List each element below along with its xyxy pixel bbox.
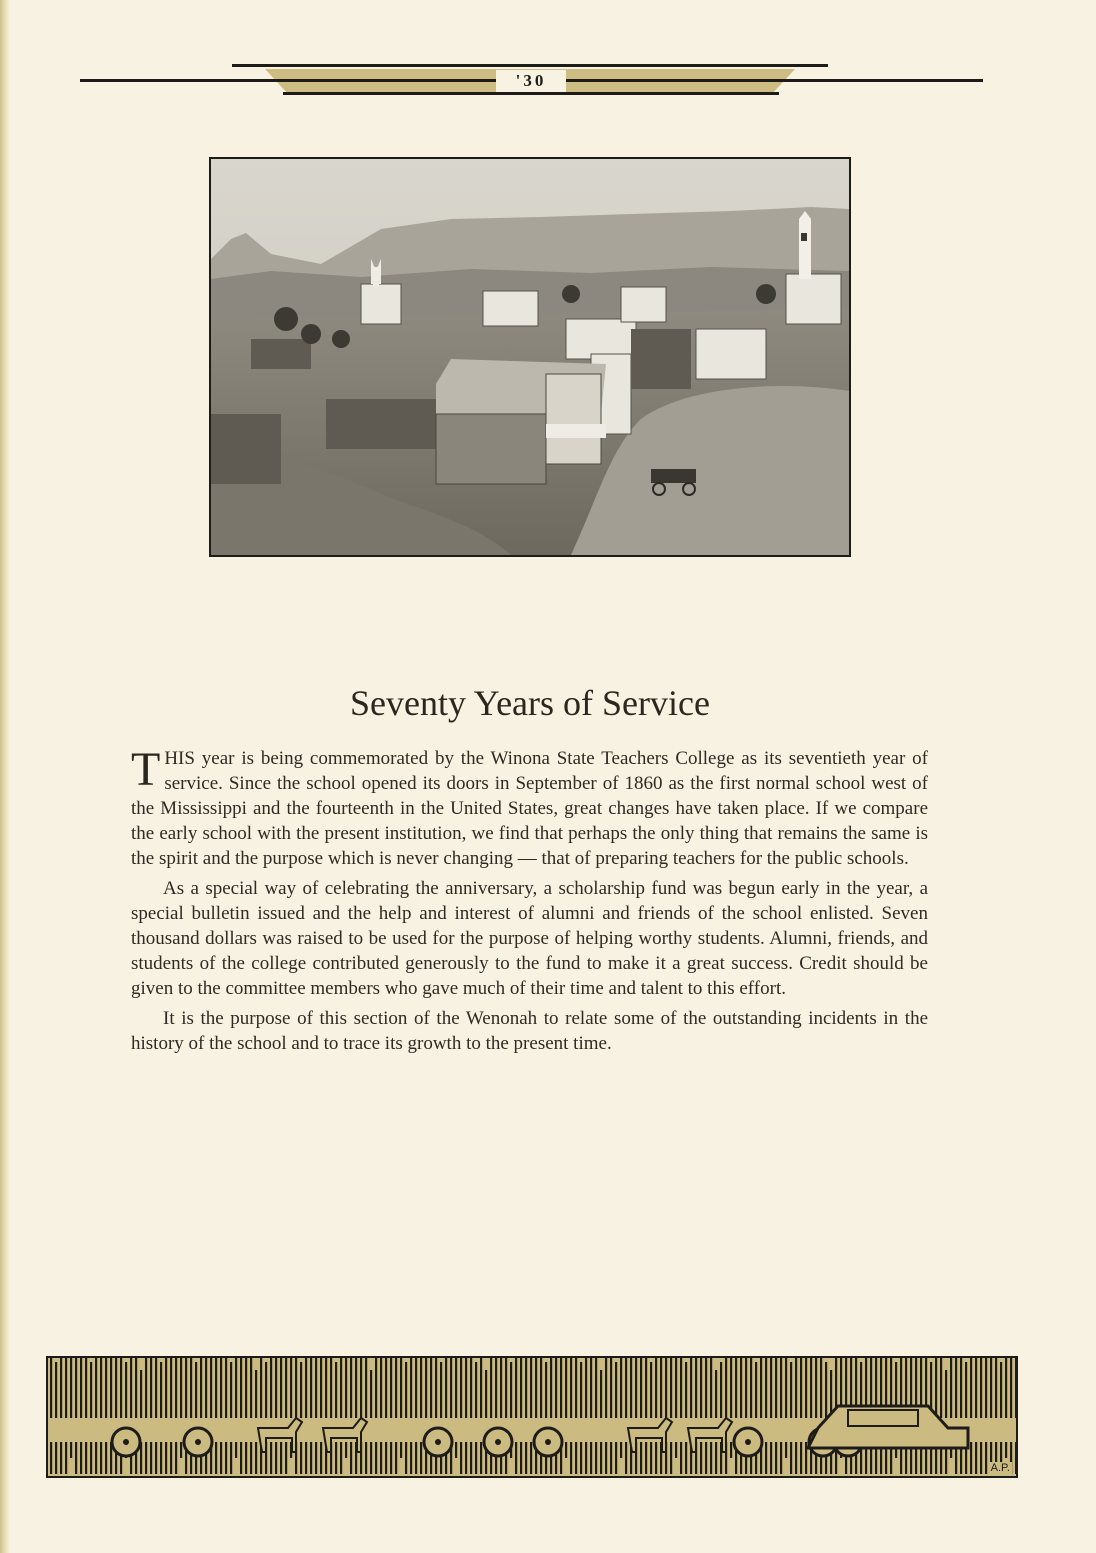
artist-initials: A.P. [990, 1462, 1010, 1474]
transport-history-frieze [46, 1356, 1018, 1478]
article-body [131, 743, 928, 1061]
paragraph-2: As a special way of celebrating the anniversary, a scholarship fund was begun early in the year, a special bulletin issued and the help and interest of alumni and friends of the school enlisted. Seven thousand dollars was raised to be used for the purpose of helping worthy students. Alumni, friends, and students of the college contributed generously to the fund to make it a great success. Credit should be given to the committee members who gave much of their time and talent to this effort. [131, 878, 928, 999]
paragraph-1: THIS year is being commemorated by the Winona State Teachers College as its seventieth year of service. Since the school opened its doors in September of 1860 as the first normal school west of the Mississippi and the fourteenth in the United States, great changes have taken place. If we compare the early school with the present institution, we find that perhaps the only thing that remains the same is the spirit and the purpose which is never changing — that of preparing teachers for the public schools. [131, 743, 928, 869]
article-title: Seventy Years of Service [350, 683, 710, 723]
page-marker: '30 [496, 70, 566, 92]
drop-cap: T [131, 743, 161, 796]
paragraph-3: It is the purpose of this section of the Wenonah to relate some of the outstanding incidents in the history of the school and to trace its growth to the present time. [131, 1008, 928, 1054]
header-rule [0, 0, 1096, 110]
historic-town-photo [209, 157, 851, 557]
page-edge [0, 0, 10, 1553]
